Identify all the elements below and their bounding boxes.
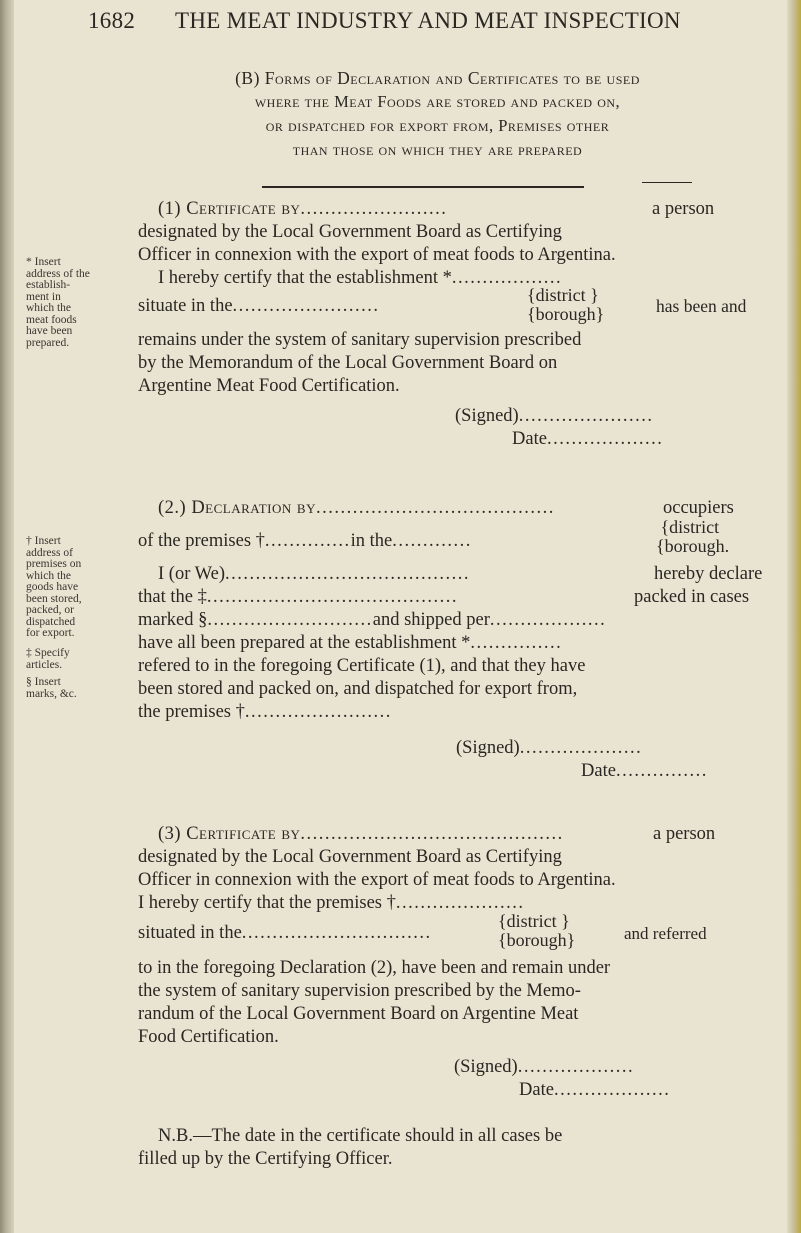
section-title-line-4: than those on which they are prepared (292, 140, 583, 159)
margin-note-line: goods have (26, 581, 79, 593)
section-title (110, 66, 765, 162)
form3-premises-text: I hereby certify that the premises † (138, 893, 396, 913)
form2-shipped-per: and shipped per (372, 610, 490, 630)
nb-line-1: N.B.—The date in the certificate should in all cases be (158, 1126, 563, 1146)
form3-brace: {district } {borough} (498, 911, 576, 950)
form1-line-7: by the Memorandum of the Local Government Board on (138, 353, 558, 373)
form3-line-3: Officer in connexion with the export of meat foods to Argentina. (138, 870, 616, 890)
form1-signed-label: (Signed) (455, 406, 519, 426)
margin-note-establishment (26, 257, 90, 349)
form2-establishment-blank: ............... (470, 633, 563, 653)
margin-note-line: articles. (26, 658, 63, 671)
form2-heading: (2.) Declaration by (158, 498, 316, 518)
form1-line-8: Argentine Meat Food Certification. (138, 376, 400, 396)
form2-signed-blank: .................... (519, 738, 643, 758)
form1-heading: (1) Certificate by (158, 199, 301, 219)
form3-signed (454, 1056, 634, 1079)
margin-note-line: have been (26, 325, 73, 337)
form2-line-8: been stored and packed on, and dispatched for export from, (138, 679, 578, 699)
margin-note-line: address of the (26, 267, 90, 280)
form1-brace-borough: borough (535, 304, 596, 324)
margin-note-line: ‡ Specify (26, 647, 70, 659)
form2-i-or-we: I (or We) (158, 564, 225, 584)
title-rule-short (642, 182, 692, 183)
form2-area-blank: ............. (392, 531, 472, 551)
form3-date-blank: ................... (553, 1080, 671, 1100)
form1-brace: {district } {borough} (527, 285, 605, 324)
form1-situate-blank: ........................ (232, 296, 380, 316)
form2-brace: {district {borough. (656, 517, 730, 556)
form1-date-blank: ................... (546, 429, 664, 449)
form3-date (519, 1079, 670, 1102)
form2-line-9 (138, 701, 392, 724)
form3-situated-text: situated in the (138, 923, 242, 943)
margin-note-line: * Insert (26, 256, 61, 268)
margin-note-line: been stored, (26, 592, 82, 605)
form3-brace-district: district (506, 911, 557, 931)
form2-in-the: in the (350, 531, 393, 551)
form2-occupier-blank: ....................................... (315, 498, 555, 518)
form2-line-3 (158, 563, 470, 586)
section-title-line-3: or dispatched for export from, Premises other (265, 116, 610, 135)
form2-date (581, 760, 708, 783)
running-title: THE MEAT INDUSTRY AND MEAT INSPECTION (175, 8, 681, 33)
margin-note-line: address of (26, 546, 73, 559)
margin-note-line: which the (26, 302, 72, 314)
form2-premises-text: of the premises † (138, 531, 265, 551)
form2-line-1 (158, 497, 555, 520)
form2-occupiers: occupiers (663, 498, 734, 518)
section-title-line-2: where the Meat Foods are stored and packed on, (254, 92, 621, 111)
form1-establishment-blank: .................. (451, 268, 563, 288)
form3-line-8: randum of the Local Government Board on Argentine Meat (138, 1004, 579, 1024)
form3-situated-blank: ............................... (241, 923, 432, 943)
form2-signed (456, 737, 642, 760)
form1-brace-district: district (535, 285, 586, 305)
margin-note-line: dispatched (26, 615, 76, 628)
form3-line-5 (138, 922, 432, 945)
form2-premises-blank: .............. (264, 531, 351, 551)
page-number: 1682 (88, 8, 136, 33)
form2-the-premises: the premises † (138, 702, 245, 722)
form1-line-2: designated by the Local Government Board as Certifying (138, 222, 562, 242)
form2-that-the: that the ‡ (138, 587, 207, 607)
form2-signed-label: (Signed) (456, 738, 520, 758)
form3-premises-blank: ..................... (395, 893, 525, 913)
form2-line-6 (138, 632, 562, 655)
form2-line-5 (138, 609, 606, 632)
form1-signed (455, 405, 653, 428)
margin-note-marks (26, 677, 77, 700)
form2-line-4 (138, 586, 458, 609)
nb-line-2: filled up by the Certifying Officer. (138, 1149, 393, 1169)
form1-establishment-text: I hereby certify that the establishment * (158, 268, 452, 288)
form1-line-3: Officer in connexion with the export of meat foods to Argentina. (138, 245, 616, 265)
margin-note-line: § Insert (26, 676, 61, 688)
form2-marked: marked § (138, 610, 208, 630)
form3-heading: (3) Certificate by (158, 824, 301, 844)
form2-hereby-declare: hereby declare (654, 564, 763, 584)
form3-line-1 (158, 823, 564, 846)
form1-line-6: remains under the system of sanitary supervision prescribed (138, 330, 582, 350)
form2-brace-borough: borough. (664, 536, 730, 556)
form1-a-person: a person (652, 199, 715, 219)
form3-line-4 (138, 892, 525, 915)
form1-line-1 (158, 198, 447, 221)
margin-note-line: prepared. (26, 336, 70, 349)
margin-note-articles (26, 648, 70, 671)
form1-date-label: Date (512, 429, 547, 449)
form1-has-been: has been and (656, 296, 747, 316)
form1-name-blank: ........................ (300, 199, 448, 219)
form2-date-label: Date (581, 761, 616, 781)
form1-signed-blank: ...................... (518, 406, 654, 426)
form2-ship-blank: ................... (489, 610, 607, 630)
form2-packed-in-cases: packed in cases (634, 587, 750, 607)
form2-declarant-blank: ........................................ (225, 564, 470, 584)
form1-line-4 (158, 267, 562, 290)
form2-marks-blank: ........................... (207, 610, 373, 630)
form2-date-blank: ............... (615, 761, 708, 781)
form3-a-person: a person (653, 824, 716, 844)
form3-line-2: designated by the Local Government Board as Certifying (138, 847, 562, 867)
form2-line-2 (138, 530, 472, 553)
title-rule (262, 186, 584, 188)
form3-line-7: the system of sanitary supervision prescribed by the Memo- (138, 981, 581, 1001)
form3-and-referred: and referred (624, 924, 707, 943)
form1-situate-text: situate in the (138, 296, 233, 316)
form3-name-blank: ........................................... (300, 824, 564, 844)
form3-signed-label: (Signed) (454, 1057, 518, 1077)
form2-articles-blank: ......................................... (206, 587, 458, 607)
form1-line-5 (138, 295, 380, 318)
form2-premises-blank-2: ........................ (244, 702, 392, 722)
margin-note-line: for export. (26, 627, 75, 639)
form3-signed-blank: ................... (517, 1057, 635, 1077)
margin-note-line: † Insert (26, 535, 61, 547)
form2-prepared-text: have all been prepared at the establishment * (138, 633, 471, 653)
section-title-line-1: (B) Forms of Declaration and Certificates to be used (235, 68, 640, 88)
margin-note-line: premises on (26, 558, 82, 570)
form2-brace-district: district (669, 517, 720, 537)
form3-line-6: to in the foregoing Declaration (2), have been and remain under (138, 958, 611, 978)
form3-brace-borough: borough (506, 930, 567, 950)
margin-note-premises (26, 536, 82, 640)
margin-note-line: packed, or (26, 604, 74, 616)
margin-note-line: meat foods (26, 313, 77, 326)
form1-date (512, 428, 663, 451)
form2-line-7: refered to in the foregoing Certificate (1), and that they have (138, 656, 586, 676)
margin-note-line: establish- (26, 279, 71, 291)
margin-note-line: which the (26, 569, 72, 582)
margin-note-line: ment in (26, 290, 61, 303)
margin-note-line: marks, &c. (26, 687, 77, 700)
form3-line-9: Food Certification. (138, 1027, 279, 1047)
form3-date-label: Date (519, 1080, 554, 1100)
